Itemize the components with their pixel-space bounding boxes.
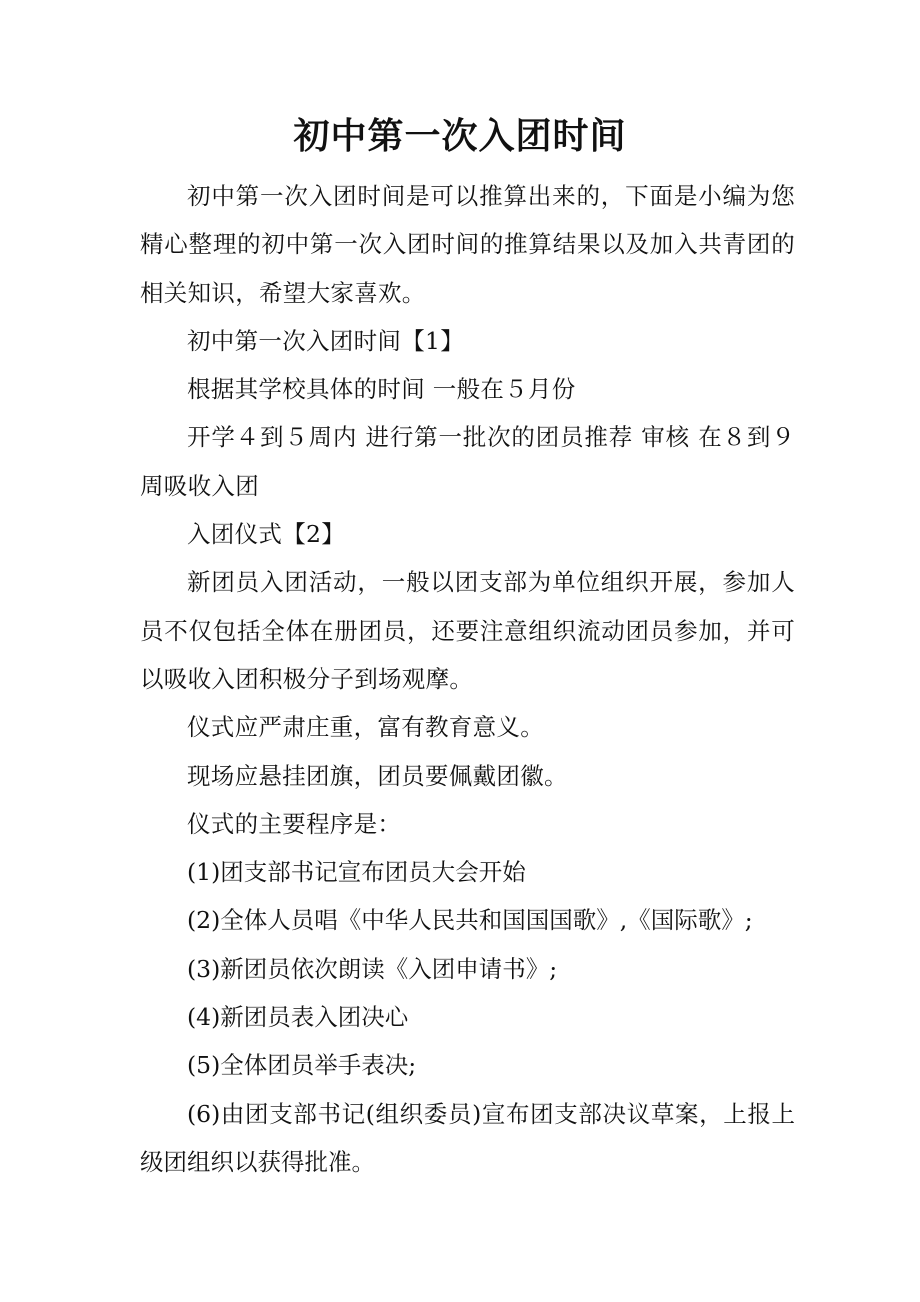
body-paragraph: 新团员入团活动，一般以团支部为单位组织开展，参加人员不仅包括全体在册团员，还要注意组织流动团员参加，并可以吸收入团积极分子到场观摩。 xyxy=(140,568,795,693)
procedure-step: (4)新团员表入团决心 xyxy=(187,1003,409,1032)
body-paragraph: 仪式的主要程序是： xyxy=(187,809,402,838)
document-body xyxy=(140,172,795,1186)
procedure-step: (2)全体人员唱《中华人民共和国国国歌》,《国际歌》; xyxy=(187,906,753,935)
body-paragraph: 开学４到５周内 进行第一批次的团员推荐 审核 在８到９周吸收入团 xyxy=(140,423,795,500)
procedure-step: (6)由团支部书记(组织委员)宣布团支部决议草案，上报上级团组织以获得批准。 xyxy=(140,1099,795,1176)
body-paragraph: 现场应悬挂团旗，团员要佩戴团徽。 xyxy=(187,761,568,790)
section-heading-1: 初中第一次入团时间【1】 xyxy=(187,326,465,355)
body-paragraph: 仪式应严肃庄重，富有教育意义。 xyxy=(187,713,544,742)
procedure-step: (1)团支部书记宣布团员大会开始 xyxy=(187,858,526,887)
body-paragraph: 根据其学校具体的时间 一般在５月份 xyxy=(187,375,576,404)
section-heading-2: 入团仪式【2】 xyxy=(187,520,346,549)
procedure-step: (5)全体团员举手表决; xyxy=(187,1051,417,1080)
document-title: 初中第一次入团时间 xyxy=(293,115,627,157)
intro-paragraph: 初中第一次入团时间是可以推算出来的，下面是小编为您精心整理的初中第一次入团时间的推算结果以及加入共青团的相关知识，希望大家喜欢。 xyxy=(140,182,795,307)
procedure-step: (3)新团员依次朗读《入团申请书》; xyxy=(187,954,558,983)
